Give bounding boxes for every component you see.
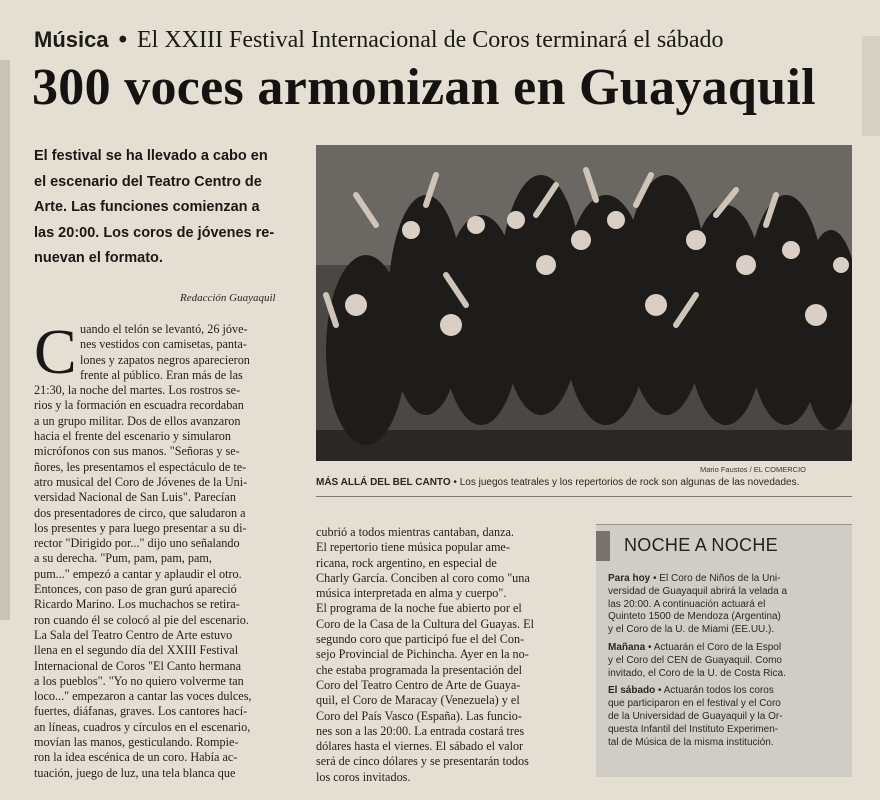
caption-separator: • xyxy=(453,477,457,488)
body-text-line: loco..." empezaron a cantar las voces dulces, xyxy=(34,689,252,704)
lead-line: las 20:00. Los coros de jóvenes re- xyxy=(34,224,275,241)
body-text-line: versidad Nacional de San Luis". Parecían xyxy=(34,490,236,505)
body-text-line: rector "Dirigido por..." dijo uno señalando xyxy=(34,536,240,551)
kicker-text: El XXIII Festival Internacional de Coros terminará el sábado xyxy=(137,27,724,53)
byline: Redacción Guayaquil xyxy=(180,292,276,304)
schedule-entry-line: tal de Música de la misma institución. xyxy=(608,736,774,748)
schedule-entry-line xyxy=(608,573,848,586)
schedule-day: Mañana xyxy=(608,641,646,653)
schedule-entry-line: Quinteto 1500 de Mendoza (Argentina) xyxy=(608,611,781,623)
body-text-line: los presentes y para luego presentar a su di- xyxy=(34,520,247,535)
schedule-day: Para hoy xyxy=(608,573,651,584)
lead-line: nuevan el formato. xyxy=(34,250,163,266)
schedule-entry-line: que participaron en el festival y el Coro xyxy=(608,698,781,710)
choir-photo xyxy=(316,145,852,461)
body-text-line: llena en el segundo día del XXIII Festival xyxy=(34,643,239,658)
schedule-entry-line: las 20:00. A continuación actuará el xyxy=(608,598,766,610)
body-text-line: a su derecha. "Pum, pam, pam, pam, xyxy=(34,551,212,566)
body-text-line: lones y zapatos negros aparecieron xyxy=(80,352,250,367)
body-text-line: Coro del País Vasco (España). Las funcio- xyxy=(316,708,522,723)
body-text-line: a los pueblos". "Yo no quiero volverme tan xyxy=(34,673,244,688)
body-text-line: sejo Provincial de Pichincha. Ayer en la no- xyxy=(316,647,529,662)
photo-caption xyxy=(316,477,799,488)
body-text-line: Coro del Teatro Centro de Arte de Guaya- xyxy=(316,677,521,692)
schedule-entry-line xyxy=(608,685,848,698)
schedule-box-title: NOCHE A NOCHE xyxy=(624,535,778,555)
body-column-2 xyxy=(316,525,584,785)
body-text-line: ron cuando él se colocó al pie del escenario. xyxy=(34,612,249,627)
body-text-line: a un grupo militar. Dos de ellos avanzaron xyxy=(34,413,241,428)
schedule-box-header xyxy=(596,525,852,561)
kicker-separator: • xyxy=(118,26,127,53)
schedule-entry-text: • El Coro de Niños de la Uni- xyxy=(653,573,781,584)
schedule-entry xyxy=(608,573,848,637)
body-text-line: segundo coro que participó fue el del Con- xyxy=(316,632,525,647)
body-text-line: quil, el Coro de Maracay (Venezuela) y el xyxy=(316,693,520,708)
schedule-entry-line: y el Coro de la U. de Miami (EE.UU.). xyxy=(608,624,775,636)
body-text-line: ron la idea escénica de un coro. Había ac- xyxy=(34,750,238,765)
body-text-line: movían las manos, gesticulando. Rompie- xyxy=(34,735,239,750)
body-text-line: cubrió a todos mientras cantaban, danza. xyxy=(316,525,514,539)
lead-line: el escenario del Teatro Centro de xyxy=(34,173,262,190)
body-text-line: rios y la formación en escuadra recordaban xyxy=(34,398,244,413)
body-text-line: fuertes, diáfanas, graves. Los cantores hací- xyxy=(34,704,248,719)
body-text-line: La Sala del Teatro Centro de Arte estuvo xyxy=(34,627,233,642)
body-text-line: dólares hasta el viernes. El sábado el valor xyxy=(316,739,524,754)
body-text-line: hacia el frente del escenario y simularon xyxy=(34,429,231,444)
body-text-line: los coros invitados. xyxy=(316,769,411,784)
body-text-line: micrófonos con sus manos. "Señoras y se- xyxy=(34,444,240,459)
section-kicker xyxy=(34,26,723,54)
body-text-line: ñores, les presentamos el espectáculo de te- xyxy=(34,459,247,474)
schedule-entry-line: de la Universidad de Guayaquil y la Or- xyxy=(608,710,783,722)
schedule-entry-line: y el Coro del CEN de Guayaquil. Como xyxy=(608,654,782,666)
schedule-entries xyxy=(608,573,848,754)
body-text-line: 21:30, la noche del martes. Los rostros se- xyxy=(34,383,241,398)
body-text-line: che estaba programada la presentación del xyxy=(316,662,523,677)
schedule-entry-text: • Actuarán el Coro de la Espol xyxy=(648,641,782,653)
body-text-line: tuación, juego de luz, una tela blanca que xyxy=(34,765,236,780)
body-text-line: uando el telón se levantó, 26 jóve- xyxy=(80,322,248,336)
body-text-line: pum..." empezó a cantar y aplaudir el otro. xyxy=(34,566,242,581)
schedule-entry-line xyxy=(608,642,848,655)
body-text-line: Internacional de Coros "El Canto hermana xyxy=(34,658,242,673)
body-text-line: Charly García. Conciben al coro como "una xyxy=(316,570,530,585)
caption-text: Los juegos teatrales y los repertorios de rock son algunas de las novedades. xyxy=(459,477,800,488)
schedule-day: El sábado xyxy=(608,685,656,697)
lead-line: El festival se ha llevado a cabo en xyxy=(34,148,268,164)
body-text-line: nes vestidos con camisetas, panta- xyxy=(80,337,247,352)
drop-cap: C xyxy=(34,316,77,387)
adjacent-page-edge-right xyxy=(862,36,880,136)
schedule-entry xyxy=(608,642,848,680)
photo-credit: Mario Faustos / EL COMERCIO xyxy=(700,465,806,474)
lead-line: Arte. Las funciones comienzan a xyxy=(34,199,260,215)
body-text-line: frente al público. Eran más de las xyxy=(80,367,243,382)
body-text-line: dos presentadores de circo, que saludaron a xyxy=(34,505,246,520)
body-text-line: El programa de la noche fue abierto por el xyxy=(316,601,522,616)
body-text-line: música interpretada en alma y cuerpo". xyxy=(316,586,507,601)
body-text-line: Coro de la Casa de la Cultura del Guayas. El xyxy=(316,616,534,631)
lead-paragraph xyxy=(34,144,296,272)
caption-title: MÁS ALLÁ DEL BEL CANTO xyxy=(316,477,451,488)
body-text-line: será de cinco dólares y se presentarán todos xyxy=(316,754,529,769)
adjacent-page-edge-left xyxy=(0,60,10,620)
schedule-entry-text: • Actuarán todos los coros xyxy=(658,685,774,697)
section-label: Música xyxy=(34,27,109,52)
body-column-1 xyxy=(34,316,304,781)
caption-divider xyxy=(316,496,852,497)
schedule-entry xyxy=(608,685,848,749)
schedule-entry-line: versidad de Guayaquil abrirá la velada a xyxy=(608,585,787,597)
schedule-box-accent xyxy=(596,531,610,561)
choir-photo-illustration xyxy=(316,145,852,461)
schedule-box xyxy=(596,524,852,777)
body-text-line: Entonces, con paso de gran gurú apareció xyxy=(34,582,237,597)
body-text-line: an líneas, cuadros y círculos en el escenario, xyxy=(34,719,251,734)
body-text-line: ricana, rock argentino, en especial de xyxy=(316,555,497,570)
body-text-line: El repertorio tiene música popular ame- xyxy=(316,540,510,555)
headline: 300 voces armonizan en Guayaquil xyxy=(32,59,816,116)
schedule-entry-line: invitado, el Coro de la U. de Costa Rica. xyxy=(608,667,786,679)
body-text-line: atro musical del Coro de Jóvenes de la Uni- xyxy=(34,474,248,489)
body-text-line: Ricardo Marino. Los muchachos se retira- xyxy=(34,597,240,612)
schedule-entry-line: questa Infantil del Instituto Experimen- xyxy=(608,723,779,735)
body-text-line: nes son a las 20:00. La entrada costará tres xyxy=(316,723,525,738)
